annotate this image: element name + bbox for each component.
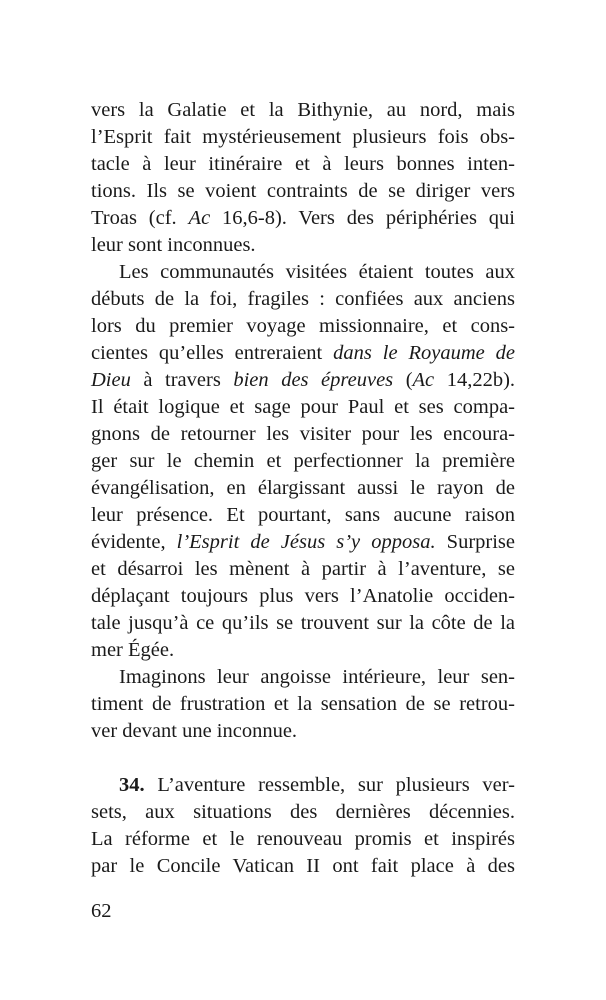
text-run: L’aventure ressemble, sur plusieurs ver- (144, 774, 515, 796)
text-run: leur sont inconnues. (91, 234, 256, 256)
text-line (91, 556, 515, 583)
paragraph (91, 772, 515, 880)
text-line (91, 421, 515, 448)
text-run: timent de frustration et la sensation de se retrou- (91, 693, 515, 715)
text-run: et désarroi les mènent à partir à l’aventure, se (91, 558, 515, 580)
italic-run: l’Esprit de Jésus s’y opposa. (176, 531, 436, 553)
text-line (91, 232, 515, 259)
text-run: Surprise (435, 531, 515, 553)
italic-run: Ac (412, 369, 435, 391)
text-run: tacle à leur itinéraire et à leurs bonnes inten- (91, 153, 515, 175)
text-line (91, 286, 515, 313)
text-run: l’Esprit fait mystérieusement plusieurs fois obs- (91, 126, 515, 148)
text-line (91, 664, 515, 691)
text-line (91, 502, 515, 529)
text-line (91, 853, 515, 880)
text-run: 16,6-8). Vers des périphéries qui (210, 207, 515, 229)
text-line (91, 151, 515, 178)
text-line (91, 259, 515, 286)
text-line (91, 97, 515, 124)
text-run: Il était logique et sage pour Paul et ses compa- (91, 396, 515, 418)
text-run: lors du premier voyage missionnaire, et cons- (91, 315, 515, 337)
text-line (91, 124, 515, 151)
paragraph (91, 664, 515, 745)
text-line (91, 340, 515, 367)
text-line (91, 394, 515, 421)
text-run: par le Concile Vatican II ont fait place à des (91, 855, 515, 877)
text-line (91, 475, 515, 502)
text-run: à travers (130, 369, 234, 391)
page-body (91, 97, 515, 880)
text-run: ver devant une inconnue. (91, 720, 298, 742)
italic-run: Dieu (91, 369, 131, 391)
text-run: gnons de retourner les visiter pour les encoura- (91, 423, 515, 445)
bold-run: 34. (119, 774, 145, 796)
text-line (91, 691, 515, 718)
text-run: ger sur le chemin et perfectionner la première (91, 450, 515, 472)
text-run: cientes qu’elles entreraient (91, 342, 334, 364)
text-line (91, 367, 515, 394)
text-line (91, 205, 515, 232)
text-line (91, 610, 515, 637)
italic-run: dans le Royaume de (333, 342, 515, 364)
page-number: 62 (91, 900, 112, 922)
text-run: ( (393, 369, 413, 391)
text-run: vers la Galatie et la Bithynie, au nord, mais (91, 99, 515, 121)
text-run: déplaçant toujours plus vers l’Anatolie occiden- (91, 585, 515, 607)
text-run: leur présence. Et pourtant, sans aucune raison (91, 504, 515, 526)
text-run: tions. Ils se voient contraints de se diriger vers (91, 180, 515, 202)
text-run: tale jusqu’à ce qu’ils se trouvent sur la côte de la (91, 612, 515, 634)
text-run: Imaginons leur angoisse intérieure, leur sen- (119, 666, 515, 688)
paragraph (91, 97, 515, 259)
text-line (91, 583, 515, 610)
text-run: sets, aux situations des dernières décennies. (91, 801, 515, 823)
text-line (91, 529, 515, 556)
text-run: 14,22b). (434, 369, 516, 391)
italic-run: bien des épreuves (233, 369, 394, 391)
text-line (91, 313, 515, 340)
text-line (91, 178, 515, 205)
text-line (91, 718, 515, 745)
text-run: débuts de la foi, fragiles : confiées aux anciens (91, 288, 515, 310)
text-run: Troas (cf. (91, 207, 189, 229)
italic-run: Ac (188, 207, 211, 229)
text-line (91, 799, 515, 826)
text-run: évangélisation, en élargissant aussi le rayon de (91, 477, 515, 499)
text-run: évidente, (91, 531, 177, 553)
text-run: mer Égée. (91, 639, 175, 661)
text-run: La réforme et le renouveau promis et inspirés (91, 828, 515, 850)
text-line (91, 637, 515, 664)
paragraph (91, 259, 515, 664)
text-line (91, 826, 515, 853)
text-run: Les communautés visitées étaient toutes aux (119, 261, 515, 283)
text-line (91, 448, 515, 475)
paragraph-gap (91, 745, 515, 772)
text-line (91, 772, 515, 799)
